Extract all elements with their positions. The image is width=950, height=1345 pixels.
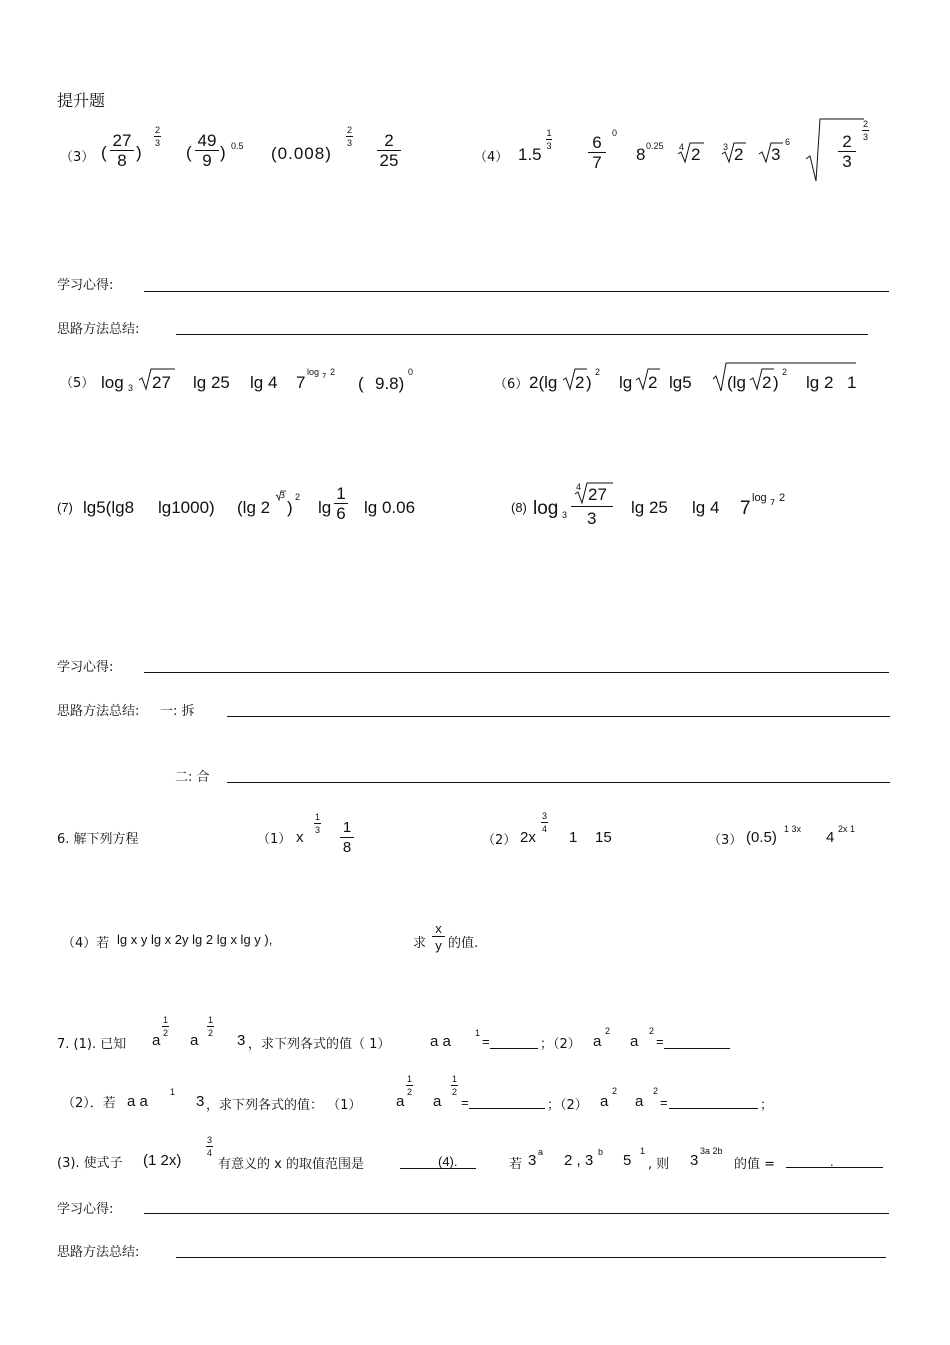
paren: ( [358, 374, 364, 393]
fraction [571, 481, 613, 529]
radicand: 27 [588, 485, 607, 504]
term: 7 [740, 498, 751, 519]
paren: ) [220, 143, 226, 162]
exponent: 0 [408, 367, 414, 377]
radicand: 27 [152, 373, 171, 392]
value: 3 [237, 1032, 246, 1049]
problem-label: （4） [474, 150, 509, 165]
log-base: 3 [562, 510, 568, 520]
notes-step-one-line[interactable] [227, 716, 890, 717]
notes-silu-label: 思路方法总结: [57, 1245, 140, 1260]
exponent-log-base: 7 [322, 372, 327, 380]
term: 2x [520, 829, 536, 846]
notes-silu-label: 思路方法总结: [57, 704, 140, 719]
paren: ( [101, 143, 107, 162]
fraction: 6 7 [588, 133, 606, 172]
term: 1.5 [518, 145, 542, 164]
exponent-fraction: 1 2 [406, 1074, 412, 1097]
exponent: 2 [653, 1086, 659, 1096]
term: (lg 2 [237, 498, 271, 517]
exponent: 2 [595, 367, 601, 377]
radicand: 2 [734, 145, 744, 164]
notes-xuexi-line[interactable] [144, 291, 889, 292]
text: 的值. [448, 936, 479, 951]
radicand: 2 [762, 373, 772, 392]
exponent: 6 [785, 137, 791, 147]
term: 5 [623, 1152, 632, 1169]
exponent: 2 [782, 367, 788, 377]
radicand: 3 [771, 145, 781, 164]
problem-label: (7) [57, 500, 73, 515]
paren: ) [287, 498, 293, 517]
notes-silu-label: 思路方法总结: [57, 322, 140, 337]
exponent-fraction: 2 3 [862, 119, 868, 142]
question-text: ； [760, 1098, 774, 1113]
exponent: 2x 1 [838, 824, 856, 834]
fraction: 27 8 [110, 131, 134, 170]
variable: x [296, 829, 304, 846]
sub-label: （1） [257, 832, 292, 847]
exponent: 3a 2b [700, 1146, 723, 1156]
radicand: 2 [691, 145, 701, 164]
equals: = [461, 1095, 469, 1110]
variable: a [593, 1033, 602, 1050]
problem-label: （5） [60, 376, 95, 391]
answer-blank[interactable] [664, 1048, 730, 1049]
paren: ( [186, 143, 192, 162]
variable: a [600, 1093, 609, 1110]
expression: a a [430, 1033, 451, 1050]
notes-xuexi-line[interactable] [144, 672, 889, 673]
answer-blank[interactable] [490, 1048, 538, 1049]
exponent-fraction: 3 4 [206, 1135, 212, 1158]
radical-sign [806, 119, 866, 183]
sub-label: （2） [482, 833, 517, 848]
term: lg 0.06 [364, 498, 416, 517]
exponent: 2 [612, 1086, 618, 1096]
term: 2 , 3 [564, 1152, 594, 1169]
log: log [533, 498, 559, 519]
term: (0.5) [746, 829, 777, 846]
exponent-fraction: 1 3 [314, 812, 320, 835]
sub-label: （3） [708, 833, 743, 848]
question-text: ，求下列各式的值（ 1） [248, 1037, 391, 1052]
sub-label: （4）若 [62, 936, 110, 951]
notes-xuexi-line[interactable] [144, 1213, 889, 1214]
exponent: 2 [649, 1026, 655, 1036]
question-text: ；（2） [540, 1037, 581, 1052]
variable: a [433, 1093, 442, 1110]
exponent: b [598, 1147, 604, 1157]
problem-label: （3） [60, 150, 95, 165]
term: 15 [595, 829, 612, 846]
fraction: 2 25 [377, 131, 401, 170]
question-text: ，求下列各式的值： （1） [206, 1098, 362, 1113]
exponent-fraction: 1 2 [207, 1015, 213, 1038]
equals: = [482, 1034, 490, 1049]
term: lg [318, 498, 332, 517]
notes-silu-line[interactable] [176, 334, 868, 335]
notes-xuexi-label: 学习心得: [57, 278, 114, 293]
question-text: 7. (1). 已知 [57, 1037, 127, 1052]
variable: a [190, 1032, 199, 1049]
notes-xuexi-label: 学习心得: [57, 660, 114, 675]
exponent-log-arg: 2 [330, 367, 336, 377]
term: 9.8) [375, 374, 405, 393]
expression: (1 2x) [143, 1152, 182, 1169]
punct: . [830, 1154, 834, 1169]
exponent-log: log [752, 492, 767, 504]
exponent-log: log [307, 367, 320, 377]
root-index: 4 [576, 482, 582, 492]
exponent-fraction: 1 2 [162, 1015, 168, 1038]
notes-xuexi-label: 学习心得: [57, 1202, 114, 1217]
exponent: 0.5 [231, 141, 244, 151]
expression: lg x y lg x 2y lg 2 lg x lg y ), [117, 932, 273, 947]
equals: = [656, 1034, 664, 1049]
question-text: 若 [509, 1157, 523, 1172]
exponent: 2 [605, 1026, 611, 1036]
term: lg [619, 373, 633, 392]
exponent-fraction: 2 3 [154, 125, 160, 148]
paren: ) [586, 373, 592, 392]
exponent: 2 [295, 492, 301, 502]
problem-label: （6） [494, 377, 529, 392]
term: lg5(lg8 [83, 498, 135, 517]
term: lg 25 [631, 498, 668, 517]
fraction: 2 3 [838, 132, 856, 171]
log: log [101, 373, 124, 392]
text: 求 [413, 936, 427, 951]
exponent: 0 [612, 128, 618, 138]
fraction: x y [432, 921, 445, 954]
term: (lg [727, 373, 746, 392]
question-text: ；（2） [547, 1098, 588, 1113]
sub-label: (4). [438, 1154, 458, 1169]
term: lg 2 [806, 373, 834, 392]
variable: a [630, 1033, 639, 1050]
exponent: 0.25 [646, 141, 664, 151]
denominator: 3 [587, 509, 597, 528]
log-base: 3 [128, 383, 134, 393]
notes-step-two-label: 二: 合 [175, 770, 210, 785]
term: (0.008) [271, 144, 332, 163]
answer-blank[interactable] [469, 1108, 545, 1109]
exponent-log-base: 7 [770, 498, 776, 507]
term: 1 [569, 829, 578, 846]
exponent-fraction: 3 4 [541, 811, 547, 834]
paren: ) [773, 373, 779, 392]
variable: a [396, 1093, 405, 1110]
fraction: 1 8 [340, 818, 354, 857]
exponent-fraction: 1 2 [451, 1074, 457, 1097]
term: 3 [528, 1152, 537, 1169]
root-index: 3 [723, 142, 729, 152]
exponent: 1 [475, 1028, 481, 1038]
equals: = [660, 1095, 668, 1110]
term: lg 4 [692, 498, 720, 517]
exponent-log-arg: 2 [779, 492, 786, 504]
exponent-fraction: 2 3 [346, 125, 352, 148]
term: lg 4 [250, 373, 278, 392]
exponent: 1 3x [784, 824, 802, 834]
problem-label: (8) [511, 500, 527, 515]
term: lg5 [669, 373, 692, 392]
answer-blank[interactable] [669, 1108, 758, 1109]
value: 3 [196, 1093, 205, 1110]
term: 3 [690, 1152, 699, 1169]
root-index: 4 [679, 142, 685, 152]
notes-step-two-line[interactable] [227, 782, 890, 783]
question-text: (3). 使式子 [57, 1156, 123, 1171]
fraction-bar [571, 506, 613, 507]
answer-blank[interactable] [786, 1167, 883, 1168]
question-text: 有意义的 x 的取值范围是 [218, 1157, 364, 1172]
fraction: 49 9 [195, 131, 219, 170]
fraction: 1 6 [334, 484, 348, 523]
term: lg 25 [193, 373, 230, 392]
page-heading: 提升题 [57, 91, 106, 110]
term: 2(lg [529, 373, 558, 392]
term: 8 [636, 145, 646, 164]
exponent: a [538, 1147, 544, 1157]
radicand: 2 [575, 373, 585, 392]
term: 4 [826, 829, 835, 846]
radicand: 2 [648, 373, 658, 392]
term: lg1000) [158, 498, 215, 517]
question-title: 6. 解下列方程 [57, 832, 139, 847]
expression: a a [127, 1093, 148, 1110]
question-text: （2）．若 [62, 1096, 116, 1111]
term: 7 [296, 373, 306, 392]
paren: ) [136, 143, 142, 162]
exponent: 1 [640, 1146, 646, 1156]
variable: a [635, 1093, 644, 1110]
term: 1 [847, 373, 857, 392]
exponent: 1 [170, 1087, 176, 1097]
question-text: 的值 = [734, 1157, 776, 1172]
exponent-fraction: 1 3 [546, 128, 552, 151]
variable: a [152, 1032, 161, 1049]
question-text: , 则 [648, 1157, 670, 1172]
notes-silu-line[interactable] [176, 1257, 886, 1258]
notes-step-one-label: 一: 拆 [160, 704, 195, 719]
